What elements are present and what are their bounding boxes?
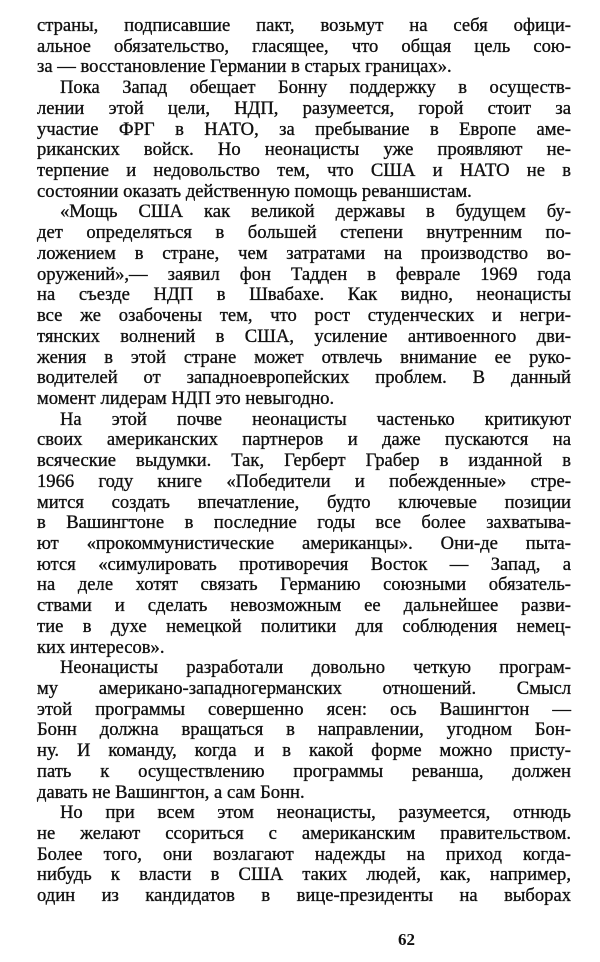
text-line: не желают ссориться с американским правительством. [37,823,571,845]
text-line: Неонацисты разработали довольно четкую програм- [60,657,571,679]
text-line: тие в духе немецкой политики для соблюдения немец- [37,615,571,637]
paragraph [37,410,571,659]
text-line: в Вашингтоне в последние годы все более захватыва- [37,512,571,534]
text-line: Пока Запад обещает Бонну поддержку в осуществ- [60,77,571,99]
text-line: за — восстановление Германии в старых границах». [37,56,452,78]
text-line: ются «симулировать противоречия Восток — Запад, а [37,553,571,575]
text-line: Бонн должна вращаться в направлении, угодном Бон- [37,719,571,741]
paragraph [37,202,571,409]
text-line: страны, подписавшие пакт, возьмут на себя офици- [37,15,571,36]
paragraph [37,78,571,202]
text-line: лении этой цели, НДП, разумеется, горой стоит за [37,97,571,119]
text-line: ких интересов». [37,636,165,658]
text-line: давать не Вашингтон, а сам Бонн. [37,781,305,803]
page-number: 62 [398,930,415,949]
text-line: му американо-западногерманских отношений. Смысл [37,678,571,699]
paragraph [37,658,571,803]
text-line: состоянии оказать действенную помощь реваншистам. [37,180,472,202]
text-line: на съезде НДП в Швабахе. Как видно, неонацисты [37,284,571,306]
text-line: водителей от западноевропейских проблем. В данный [37,367,571,389]
text-line: «Мощь США как великой державы в будущем бу- [60,201,571,223]
text-line: на деле хотят связать Германию союзными обязатель- [37,574,571,596]
text-line: этой программы совершенно ясен: ось Вашингтон — [37,698,571,720]
text-line: тянских волнений в США, усиление антивоенного дви- [37,325,571,347]
text-line: всяческие выдумки. Так, Герберт Грабер в изданной в [37,450,571,472]
text-line: ствами и сделать невозможным ее дальнейшее разви- [37,595,571,617]
text-line: все же озабочены тем, что рост студенческих и негри- [37,305,571,327]
text-line: участие ФРГ в НАТО, за пребывание в Европе аме- [37,118,571,140]
text-line: ложением в стране, чем затратами на производство во- [37,242,571,264]
text-line: оружений»,— заявил фон Тадден в феврале 1969 года [37,263,571,285]
text-line: терпение и недовольство тем, что США и НАТО не в [37,160,571,182]
text-line: жения в этой стране может отвлечь внимание ее руко- [37,346,571,368]
text-line: своих американских партнеров и даже пускаются на [37,429,571,451]
paragraph [37,16,571,78]
text-line: Более того, они возлагают надежды на приход когда- [37,843,571,865]
text-line: риканских войск. Но неонацисты уже проявляют не- [37,139,571,161]
text-line: ну. И команду, когда и в какой форме можно присту- [37,740,571,762]
body-text [37,16,571,907]
text-line: На этой почве неонацисты частенько критикуют [60,408,571,430]
text-line: момент лидерам НДП это невыгодно. [37,387,335,409]
text-line: мится создать впечатление, будто ключевые позиции [37,491,571,513]
paragraph [37,803,571,907]
text-line: ют «прокоммунистические американцы». Они-де пыта- [37,532,571,554]
text-line: нибудь к власти в США таких людей, как, например, [37,864,571,886]
text-line: альное обязательство, гласящее, что общая цель сою- [37,35,571,57]
text-line: 1966 году книге «Победители и побежденные» стре- [37,470,571,492]
text-line: Но при всем этом неонацисты, разумеется, отнюдь [60,802,571,824]
text-line: один из кандидатов в вице-президенты на выборах [37,885,571,907]
text-line: пать к осуществлению программы реванша, должен [37,760,571,782]
text-line: дет определяться в большей степени внутренним по- [37,222,571,244]
